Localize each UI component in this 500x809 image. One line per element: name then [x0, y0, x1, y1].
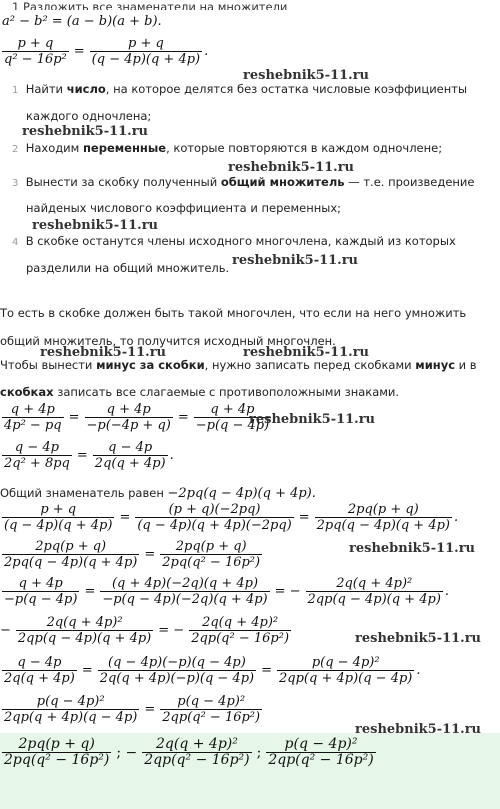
- equation-3: $\frac{q - 4p}{\text{2q² + 8pq}}$ = $\frac{q - 4p}{2q(q + 4p)}$ .: [4, 440, 174, 471]
- watermark: reshebnik5-11.ru: [249, 412, 376, 427]
- numerator: 2pq(p + q): [18, 736, 95, 752]
- equation-5: $\frac{2pq(p + q)}{2pq(q - 4p)(q + 4p)}$ = $\frac{2pq(p + q)}{\text{2pq(q² − 16p²)}}$: [4, 539, 261, 570]
- period: .: [416, 663, 421, 678]
- denominator: 2qp(q² − 16p²): [144, 752, 250, 768]
- period: .: [454, 510, 459, 525]
- numerator: p(q − 4p)²: [177, 694, 246, 709]
- denominator: 2qp(q − 4p)(q + 4p): [307, 592, 441, 607]
- equation-6: $\frac{q + 4p}{-p(q - 4p)}$ = $\frac{(q + 4p)(-2q)(q + 4p)}{-p(q - 4p)(-2q)(q + 4p)}$ = − $\frac{\text{2q(q + 4p)²}}{2qp(q - 4p)(q + 4p)}$ .: [4, 576, 450, 607]
- numerator: p(q − 4p)²: [311, 655, 380, 670]
- watermark: reshebnik5-11.ru: [40, 345, 167, 360]
- denominator: 2pq(q − 4p)(q + 4p): [316, 518, 450, 533]
- numerator: 2q(q + 4p)²: [202, 615, 279, 630]
- numerator: (p + q)(−2pq): [168, 502, 261, 517]
- watermark: reshebnik5-11.ru: [355, 631, 482, 646]
- numerator: (q − 4p)(−p)(q − 4p): [108, 655, 246, 670]
- answer-line: $\frac{2pq(p + q)}{\text{2pq(q² − 16p²)}}$ ; − $\frac{\text{2q(q + 4p)²}}{\text{2qp(q² − 16p²)}}$ ; $\frac{\text{p(q − 4p)²}}{\text{2qp(q² − 16p²)}}$: [4, 736, 374, 768]
- equation-8: $\frac{q - 4p}{2q(q + 4p)}$ = $\frac{(q - 4p)(-p)(q - 4p)}{2q(q + 4p)(-p)(q - 4p)}$ = $\frac{\text{p(q − 4p)²}}{2qp(q + 4p)(q - 4p)}$ .: [4, 655, 421, 686]
- watermark: reshebnik5-11.ru: [228, 160, 355, 175]
- denominator: 2qp(q² − 16p²): [162, 710, 261, 725]
- denominator: 2q(q + 4p): [94, 456, 166, 471]
- paragraph-2-line2: скобках записать все слагаемые с противоположными знаками.: [0, 385, 400, 399]
- denominator: 2pq(q − 4p)(q + 4p): [4, 555, 138, 570]
- step-number: 1: [12, 85, 19, 96]
- equation-9: $\frac{\text{p(q − 4p)²}}{2qp(q + 4p)(q - 4p)}$ = $\frac{\text{p(q − 4p)²}}{\text{2qp(q² − 16p²)}}$: [4, 694, 261, 725]
- watermark: reshebnik5-11.ru: [243, 345, 370, 360]
- denominator: −p(q − 4p): [4, 592, 78, 607]
- denominator: q² − 16p²: [4, 52, 67, 67]
- step-4: 4 В скобке останутся члены исходного многочлена, каждый из которых: [12, 234, 456, 248]
- numerator: q − 4p: [108, 440, 153, 455]
- equation-1: $\frac{p + q}{\text{q² − 16p²}}$ = $\frac{p + q}{(q - 4p)(q + 4p)}$ .: [4, 36, 209, 67]
- denominator: −p(q − 4p): [195, 418, 270, 433]
- denominator: 2qp(q² − 16p²): [191, 631, 290, 646]
- step-2: 2 Находим переменные, которые повторяются в каждом одночлене;: [12, 141, 443, 155]
- numerator: 2q(q + 4p)²: [156, 736, 238, 752]
- period: .: [444, 584, 450, 599]
- denominator: 2pq(q² − 16p²): [162, 555, 261, 570]
- paragraph-1-line2: общий множитель, то получится исходный многочлен.: [0, 334, 336, 348]
- numerator: p(q − 4p)²: [36, 694, 105, 709]
- period: .: [204, 44, 209, 59]
- equation-2: $\frac{q + 4p}{\text{4p² − pq}}$ = $\frac{q + 4p}{-p(-4p + q)}$ = $\frac{q + 4p}{-p(q - 4p)}$: [4, 402, 270, 433]
- numerator: (q + 4p)(−2q)(q + 4p): [111, 576, 259, 591]
- numerator: 2q(q + 4p)²: [46, 615, 123, 630]
- step-number: 3: [12, 178, 19, 189]
- step-number: 4: [12, 237, 19, 248]
- denominator: −p(q − 4p)(−2q)(q + 4p): [102, 592, 268, 607]
- numerator: p(q − 4p)²: [284, 736, 358, 752]
- step-3-line2: найденых числового коэффициента и переменных;: [26, 201, 342, 215]
- numerator: 2pq(p + q): [35, 539, 107, 554]
- watermark: reshebnik5-11.ru: [32, 218, 159, 233]
- numerator: 2pq(p + q): [347, 502, 419, 517]
- equation-4: $\frac{p + q}{(q - 4p)(q + 4p)}$ = $\frac{(p + q)(-2pq)}{(q - 4p)(q + 4p)(-2pq)}$ = $\frac{2pq(p + q)}{2pq(q - 4p)(q + 4p)}$ .: [4, 502, 459, 533]
- eq-diff-squares: a² − b² = (a − b)(a + b).: [2, 14, 162, 29]
- denominator: 4p² − pq: [4, 418, 62, 433]
- step-4-line2: разделили на общий множитель.: [26, 261, 230, 275]
- step-1-line2: каждого одночлена;: [26, 109, 152, 123]
- numerator: q + 4p: [10, 402, 55, 417]
- period: .: [169, 448, 174, 463]
- denominator: 2q² + 8pq: [4, 456, 70, 471]
- numerator: q − 4p: [14, 440, 59, 455]
- denominator: 2qp(q² − 16p²): [268, 752, 374, 768]
- denominator: 2q(q + 4p)(−p)(q − 4p): [99, 671, 255, 686]
- numerator: q + 4p: [18, 576, 63, 591]
- equation-7: − $\frac{\text{2q(q + 4p)²}}{2qp(q - 4p)(q + 4p)}$ = − $\frac{\text{2q(q + 4p)²}}{\text{2qp(q² − 16p²)}}$: [0, 615, 290, 646]
- denominator: (q − 4p)(q + 4p): [4, 518, 113, 533]
- numerator: 2pq(p + q): [175, 539, 247, 554]
- step-header: 1 Разложить все знаменатели на множители: [12, 0, 288, 10]
- numerator: q − 4p: [17, 655, 62, 670]
- denominator: (q − 4p)(q + 4p): [91, 52, 201, 67]
- numerator: p + q: [17, 36, 54, 51]
- denominator: (q − 4p)(q + 4p)(−2pq): [137, 518, 292, 533]
- common-denominator: Общий знаменатель равен −2pq(q − 4p)(q + 4p).: [0, 486, 316, 501]
- paragraph-2-line1: Чтобы вынести минус за скобки, нужно записать перед скобками минус и в: [0, 358, 477, 372]
- numerator: 2q(q + 4p)²: [336, 576, 413, 591]
- watermark: reshebnik5-11.ru: [349, 541, 476, 556]
- numerator: q + 4p: [210, 402, 255, 417]
- watermark: reshebnik5-11.ru: [243, 68, 370, 83]
- denominator: −p(−4p + q): [86, 418, 171, 433]
- numerator: p + q: [40, 502, 77, 517]
- denominator: 2qp(q − 4p)(q + 4p): [17, 631, 152, 646]
- numerator: p + q: [127, 36, 164, 51]
- step-1: 1 Найти число, на которое делятся без остатка числовые коэффициенты: [12, 82, 468, 96]
- watermark: reshebnik5-11.ru: [355, 722, 482, 737]
- denominator: 2q(q + 4p): [4, 671, 75, 686]
- watermark: reshebnik5-11.ru: [22, 124, 149, 139]
- step-number: 2: [12, 144, 19, 155]
- denominator: 2qp(q + 4p)(q − 4p): [4, 710, 138, 725]
- paragraph-1-line1: То есть в скобке должен быть такой многочлен, что если на него умножить: [0, 306, 467, 320]
- step-3: 3 Вынести за скобку полученный общий множитель — т.е. произведение: [12, 175, 475, 189]
- denominator: 2pq(q² − 16p²): [4, 752, 110, 768]
- watermark: reshebnik5-11.ru: [232, 253, 359, 268]
- denominator: 2qp(q + 4p)(q − 4p): [279, 671, 413, 686]
- numerator: q + 4p: [106, 402, 151, 417]
